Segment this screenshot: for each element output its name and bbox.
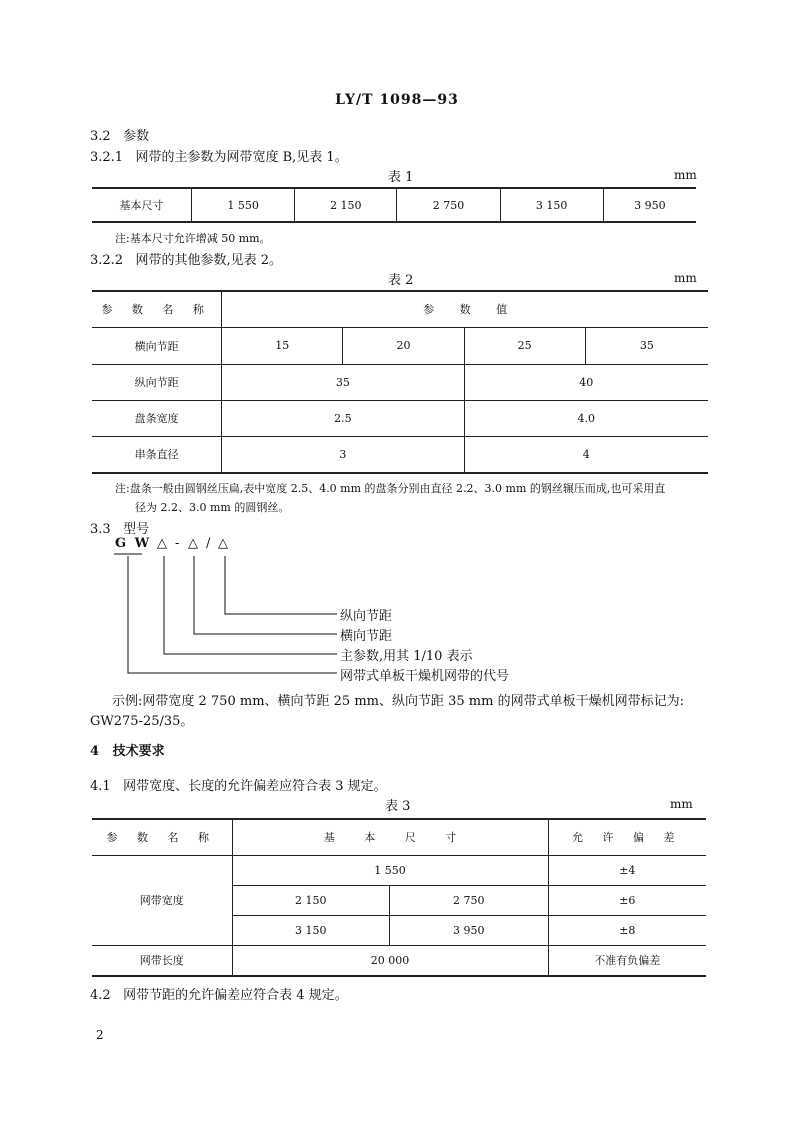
- table1-cell: 2 150: [295, 188, 397, 222]
- example-line-2: GW275-25/35。: [90, 714, 194, 729]
- table1-note: 注:基本尺寸允许增减 50 mm。: [115, 232, 271, 245]
- table-1: [92, 187, 696, 223]
- paragraph-text: 网带宽度、长度的允许偏差应符合表 3 规定。: [123, 779, 387, 794]
- table3-unit: mm: [670, 797, 693, 811]
- table3-cell: 2 750: [390, 885, 548, 915]
- section-title: 参数: [123, 129, 150, 144]
- table2-row-label: 盘条宽度: [92, 400, 222, 436]
- section-number: 3.2.2: [90, 253, 124, 268]
- table3-cell: 3 950: [390, 915, 548, 945]
- section-3-2-1: [90, 146, 348, 165]
- section-3-2-2: [90, 249, 282, 268]
- section-4: [90, 740, 165, 759]
- table3-width-label: 网带宽度: [92, 855, 232, 945]
- table3-tol: 不准有负偏差: [548, 945, 706, 976]
- table-3: [92, 818, 706, 977]
- table1-cell: 1 550: [192, 188, 295, 222]
- leader-hengxiang: [194, 556, 337, 634]
- model-placeholder-3: △: [218, 536, 228, 551]
- table1-unit: mm: [674, 168, 697, 182]
- section-3-2: [90, 125, 149, 144]
- table3-cell: 1 550: [232, 855, 548, 885]
- table2-cell: 15: [222, 327, 343, 364]
- model-leader-lines: [112, 532, 352, 682]
- table2-unit: mm: [674, 271, 697, 285]
- model-label-zongxiang: 纵向节距: [340, 609, 393, 624]
- section-4-1: [90, 775, 387, 794]
- table-2: [92, 290, 708, 474]
- table3-caption: 表 3: [385, 799, 411, 814]
- table2-row-label: 横向节距: [92, 327, 222, 364]
- table2-head-value: 参 数 值: [222, 291, 708, 327]
- table2-cell: 4: [464, 436, 708, 473]
- section-number: 3.3: [90, 522, 111, 537]
- section-title: 型号: [123, 522, 150, 537]
- table2-cell: 20: [343, 327, 464, 364]
- table3-cell: 2 150: [232, 885, 389, 915]
- table1-cell: 3 950: [603, 188, 696, 222]
- section-4-2: [90, 984, 348, 1003]
- table2-cell: 25: [464, 327, 585, 364]
- table3-length-label: 网带长度: [92, 945, 232, 976]
- section-title: 技术要求: [112, 744, 165, 759]
- table2-row-label: 纵向节距: [92, 364, 222, 400]
- model-slash: /: [206, 536, 211, 551]
- table2-cell: 2.5: [222, 400, 464, 436]
- table3-cell: 20 000: [232, 945, 548, 976]
- model-label-code: 网带式单板干燥机网带的代号: [340, 669, 510, 684]
- section-number: 4: [90, 744, 100, 759]
- model-label-main-param: 主参数,用其 1/10 表示: [340, 649, 473, 664]
- table2-caption: 表 2: [388, 273, 414, 288]
- table3-tol: ±4: [548, 855, 706, 885]
- leader-main-param: [164, 556, 337, 654]
- table2-head-param: 参 数 名 称: [92, 291, 222, 327]
- table2-cell: 35: [585, 327, 708, 364]
- leader-zongxiang: [225, 556, 337, 614]
- model-placeholder-2: △: [188, 536, 198, 551]
- model-label-hengxiang: 横向节距: [340, 629, 393, 644]
- table1-row-label: 基本尺寸: [119, 199, 164, 212]
- table2-cell: 40: [464, 364, 708, 400]
- page-header: LY/T 1098—93: [335, 92, 459, 108]
- section-number: 3.2.1: [90, 150, 124, 165]
- paragraph-text: 网带的其他参数,见表 2。: [135, 253, 283, 268]
- table2-cell: 35: [222, 364, 464, 400]
- model-dash: -: [175, 536, 180, 551]
- table3-head-param: 参 数 名 称: [92, 819, 232, 855]
- page-number: 2: [96, 1028, 104, 1042]
- table3-tol: ±8: [548, 915, 706, 945]
- section-number: 4.1: [90, 779, 111, 794]
- model-prefix: G W: [115, 536, 152, 551]
- table1-cell: 3 150: [500, 188, 603, 222]
- section-number: 3.2: [90, 129, 111, 144]
- paragraph-text: 网带的主参数为网带宽度 B,见表 1。: [135, 150, 348, 165]
- table3-head-size: 基 本 尺 寸: [232, 819, 548, 855]
- section-number: 4.2: [90, 988, 111, 1003]
- table1-cell: 2 750: [397, 188, 500, 222]
- table3-cell: 3 150: [232, 915, 389, 945]
- table2-cell: 4.0: [464, 400, 708, 436]
- table2-row-label: 串条直径: [92, 436, 222, 473]
- table3-head-tol: 允 许 偏 差: [548, 819, 706, 855]
- table1-caption: 表 1: [388, 170, 414, 185]
- table3-tol: ±6: [548, 885, 706, 915]
- table2-cell: 3: [222, 436, 464, 473]
- example-line-1: 示例:网带宽度 2 750 mm、横向节距 25 mm、纵向节距 35 mm 的网带式单板干燥机网带标记为:: [112, 694, 684, 709]
- paragraph-text: 网带节距的允许偏差应符合表 4 规定。: [123, 988, 348, 1003]
- table2-note-line2: 径为 2.2、3.0 mm 的圆钢丝。: [135, 501, 290, 514]
- model-placeholder-1: △: [157, 536, 167, 551]
- table2-note-line1: 注:盘条一般由圆钢丝压扁,表中宽度 2.5、4.0 mm 的盘条分别由直径 2.2、3.0 mm 的钢丝辗压而成,也可采用直: [115, 482, 666, 495]
